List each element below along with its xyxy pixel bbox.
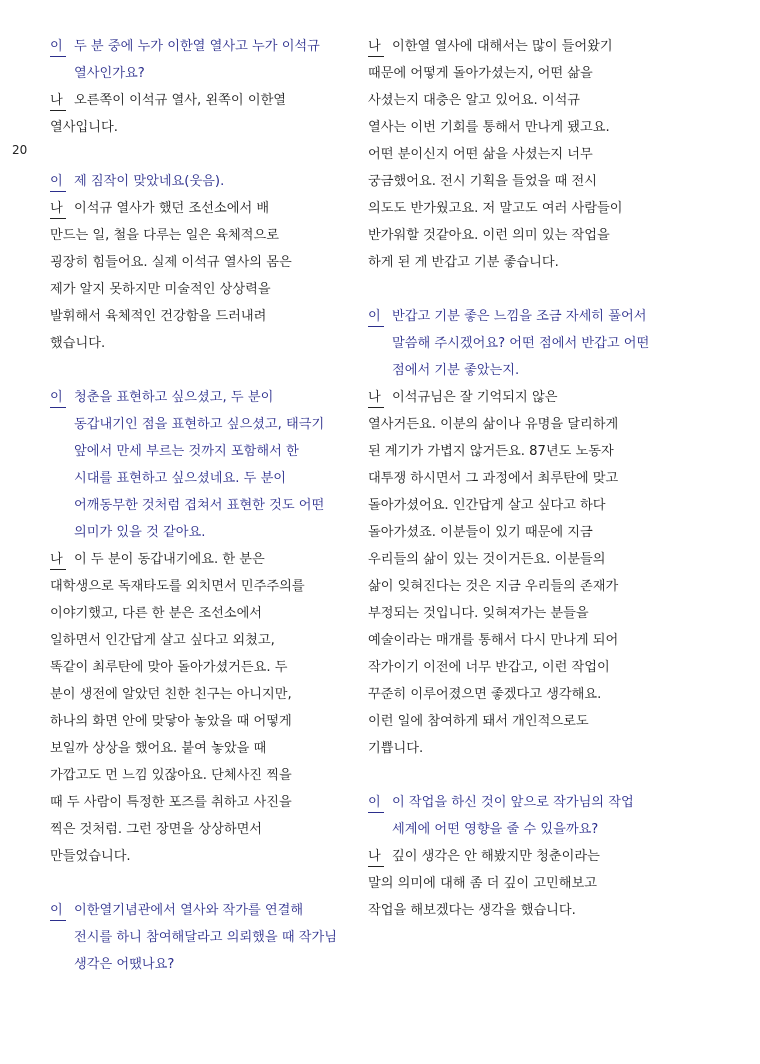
right-column [368,33,668,924]
text-line [368,600,668,627]
line-text: 작가이기 이전에 너무 반갑고, 이런 작업이 [368,660,610,675]
interviewer-marker: 이 [50,389,66,408]
paragraph-gap [50,141,350,168]
text-line [50,681,350,708]
artist-marker: 나 [368,848,384,867]
line-text: 사셨는지 대충은 알고 있어요. 이석규 [368,93,581,108]
text-line [50,114,350,141]
text-line [368,330,668,357]
text-line [50,708,350,735]
interviewer-marker: 이 [50,902,66,921]
line-text: 만드는 일, 철을 다루는 일은 육체적으로 [50,228,279,243]
left-column [50,33,350,978]
line-text: 가깝고도 먼 느낌 있잖아요. 단체사진 찍을 [50,768,292,783]
line-text: 대투쟁 하시면서 그 과정에서 최루탄에 맞고 [368,471,619,486]
line-text: 기쁩니다. [368,741,424,756]
text-line [50,438,350,465]
text-line [368,303,668,330]
line-text: 하게 된 게 반갑고 기분 좋습니다. [368,255,559,270]
line-text: 때 두 사람이 특정한 포즈를 취하고 사진을 [50,795,292,810]
text-line [50,276,350,303]
artist-answer [368,384,668,762]
text-line [368,789,668,816]
interviewer-question [50,897,350,978]
artist-answer [368,843,668,924]
text-line [368,222,668,249]
line-text: 의도도 반가웠고요. 저 말고도 여러 사람들이 [368,201,623,216]
text-line [50,222,350,249]
text-line [50,762,350,789]
line-text: 두 분 중에 누가 이한열 열사고 누가 이석규 [74,39,320,54]
line-text: 만들었습니다. [50,849,131,864]
text-line [368,546,668,573]
interviewer-marker: 이 [50,38,66,57]
line-text: 발휘해서 육체적인 건강함을 드러내려 [50,309,267,324]
line-text: 했습니다. [50,336,106,351]
text-line [368,627,668,654]
line-text: 분이 생전에 알았던 친한 친구는 아니지만, [50,687,292,702]
page-number: 20 [12,143,28,157]
interviewer-question [368,303,668,384]
text-line [368,519,668,546]
line-text: 반가워할 것같아요. 이런 의미 있는 작업을 [368,228,610,243]
line-text: 어떤 분이신지 어떤 삶을 사셨는지 너무 [368,147,593,162]
interviewer-marker: 이 [368,794,384,813]
artist-answer [368,33,668,276]
artist-answer [50,87,350,141]
text-line [50,816,350,843]
line-text: 된 계기가 가볍지 않거든요. 87년도 노동자 [368,444,614,459]
text-line [50,384,350,411]
line-text: 동갑내기인 점을 표현하고 싶으셨고, 태극기 [74,417,325,432]
artist-marker: 나 [368,389,384,408]
text-line [368,654,668,681]
text-line [50,573,350,600]
text-line [368,411,668,438]
interviewer-question [50,384,350,546]
line-text: 열사입니다. [50,120,118,135]
text-line [50,168,350,195]
text-line [368,438,668,465]
line-text: 반갑고 기분 좋은 느낌을 조금 자세히 풀어서 [392,309,647,324]
text-line [50,249,350,276]
text-line [368,114,668,141]
artist-marker: 나 [368,38,384,57]
line-text: 부정되는 것입니다. 잊혀져가는 분들을 [368,606,589,621]
line-text: 시대를 표현하고 싶으셨네요. 두 분이 [74,471,287,486]
line-text: 일하면서 인간답게 살고 싶다고 외쳤고, [50,633,275,648]
line-text: 예술이라는 매개를 통해서 다시 만나게 되어 [368,633,619,648]
line-text: 돌아가셨어요. 인간답게 살고 싶다고 하다 [368,498,606,513]
line-text: 보일까 상상을 했어요. 붙여 놓았을 때 [50,741,267,756]
text-line [368,708,668,735]
text-line [368,816,668,843]
line-text: 이한열 열사에 대해서는 많이 들어왔기 [392,39,613,54]
line-text: 앞에서 만세 부르는 것까지 포함해서 한 [74,444,299,459]
text-line [50,951,350,978]
line-text: 열사는 이번 기회를 통해서 만나게 됐고요. [368,120,610,135]
artist-marker: 나 [50,551,66,570]
interviewer-question [50,168,350,195]
text-line [368,60,668,87]
text-line [50,492,350,519]
line-text: 우리들의 삶이 있는 것이거든요. 이분들의 [368,552,606,567]
line-text: 궁금했어요. 전시 기획을 들었을 때 전시 [368,174,597,189]
text-line [50,330,350,357]
line-text: 열사거든요. 이분의 삶이나 유명을 달리하게 [368,417,619,432]
text-line [368,573,668,600]
text-line [368,681,668,708]
line-text: 이석규 열사가 했던 조선소에서 배 [74,201,270,216]
text-line [50,627,350,654]
line-text: 의미가 있을 것 같아요. [74,525,206,540]
text-line [50,789,350,816]
line-text: 말씀해 주시겠어요? 어떤 점에서 반갑고 어떤 [392,336,650,351]
line-text: 전시를 하니 참여해달라고 의뢰했을 때 작가님 [74,930,338,945]
line-text: 청춘을 표현하고 싶으셨고, 두 분이 [74,390,274,405]
text-line [50,843,350,870]
line-text: 제가 알지 못하지만 미술적인 상상력을 [50,282,271,297]
line-text: 깊이 생각은 안 해봤지만 청춘이라는 [392,849,600,864]
line-text: 오른쪽이 이석규 열사, 왼쪽이 이한열 [74,93,287,108]
text-line [50,600,350,627]
artist-answer [50,195,350,357]
line-text: 돌아가셨죠. 이분들이 있기 때문에 지금 [368,525,593,540]
line-text: 이 두 분이 동갑내기에요. 한 분은 [74,552,265,567]
text-line [50,87,350,114]
text-line [50,897,350,924]
text-line [368,33,668,60]
text-line [50,924,350,951]
text-line [368,168,668,195]
interviewer-marker: 이 [368,308,384,327]
line-text: 찍은 것처럼. 그런 장면을 상상하면서 [50,822,263,837]
text-line [368,465,668,492]
line-text: 제 짐작이 맞았네요(웃음). [74,174,225,189]
text-line [368,141,668,168]
text-line [50,195,350,222]
text-line [368,87,668,114]
line-text: 이한열기념관에서 열사와 작가를 연결해 [74,903,304,918]
line-text: 말의 의미에 대해 좀 더 깊이 고민해보고 [368,876,597,891]
text-line [368,492,668,519]
text-line [368,897,668,924]
text-line [368,870,668,897]
interviewer-question [50,33,350,87]
line-text: 똑같이 최루탄에 맞아 돌아가셨거든요. 두 [50,660,288,675]
artist-answer [50,546,350,870]
line-text: 세계에 어떤 영향을 줄 수 있을까요? [392,822,599,837]
paragraph-gap [50,357,350,384]
text-line [368,384,668,411]
text-line [368,357,668,384]
line-text: 굉장히 힘들어요. 실제 이석규 열사의 몸은 [50,255,292,270]
paragraph-gap [368,762,668,789]
text-line [50,735,350,762]
text-line [368,195,668,222]
line-text: 이야기했고, 다른 한 분은 조선소에서 [50,606,263,621]
paragraph-gap [50,870,350,897]
line-text: 이런 일에 참여하게 돼서 개인적으로도 [368,714,589,729]
line-text: 어깨동무한 것처럼 겹쳐서 표현한 것도 어떤 [74,498,325,513]
text-line [368,249,668,276]
interviewer-marker: 이 [50,173,66,192]
text-line [50,546,350,573]
line-text: 이 작업을 하신 것이 앞으로 작가님의 작업 [392,795,634,810]
artist-marker: 나 [50,92,66,111]
text-line [50,519,350,546]
text-line [50,33,350,60]
interviewer-question [368,789,668,843]
line-text: 꾸준히 이루어졌으면 좋겠다고 생각해요. [368,687,602,702]
line-text: 작업을 해보겠다는 생각을 했습니다. [368,903,576,918]
text-line [50,654,350,681]
paragraph-gap [368,276,668,303]
line-text: 이석규님은 잘 기억되지 않은 [392,390,558,405]
line-text: 열사인가요? [74,66,145,81]
text-line [50,411,350,438]
text-line [50,60,350,87]
line-text: 때문에 어떻게 돌아가셨는지, 어떤 삶을 [368,66,593,81]
line-text: 점에서 기분 좋았는지. [392,363,520,378]
text-line [368,735,668,762]
text-line [368,843,668,870]
line-text: 생각은 어땠나요? [74,957,175,972]
artist-marker: 나 [50,200,66,219]
line-text: 하나의 화면 안에 맞닿아 놓았을 때 어떻게 [50,714,292,729]
line-text: 삶이 잊혀진다는 것은 지금 우리들의 존재가 [368,579,619,594]
text-line [50,303,350,330]
text-line [50,465,350,492]
line-text: 대학생으로 독재타도를 외치면서 민주주의를 [50,579,305,594]
